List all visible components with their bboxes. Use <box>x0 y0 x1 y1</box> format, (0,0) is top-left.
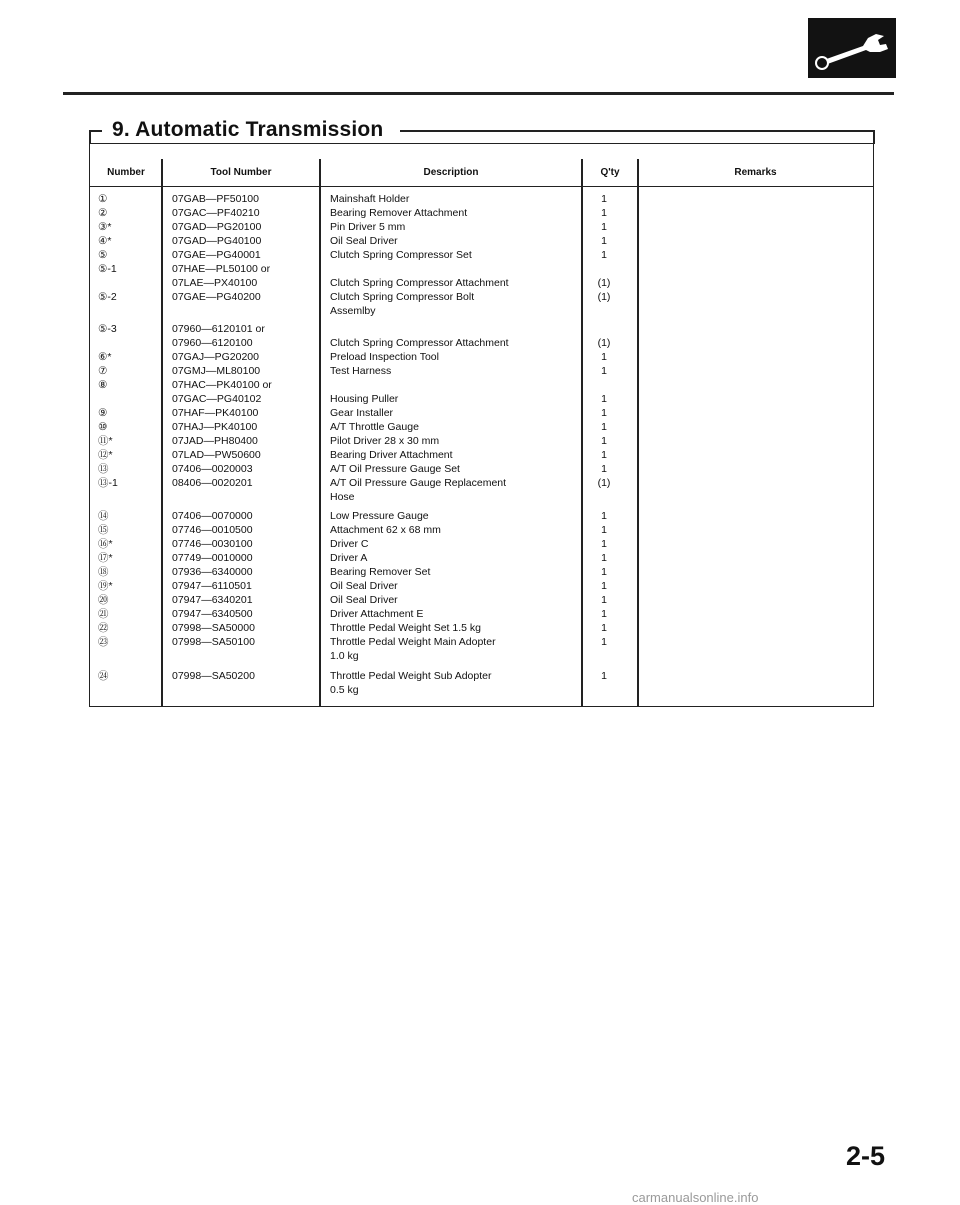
table-row <box>90 207 873 219</box>
row-qty: (1) <box>597 291 611 303</box>
row-number: ⑮ <box>98 524 109 536</box>
row-number: ⑬-1 <box>98 477 118 489</box>
row-qty: 1 <box>601 608 607 620</box>
row-tool-number: 07998—SA50100 <box>172 636 255 648</box>
table-row <box>90 650 873 662</box>
row-qty: (1) <box>597 277 611 289</box>
table-row <box>90 636 873 648</box>
table-row <box>90 566 873 578</box>
row-tool-number: 07960—6120100 <box>172 337 253 349</box>
row-tool-number: 07GAB—PF50100 <box>172 193 259 205</box>
row-tool-number: 07749—0010000 <box>172 552 253 564</box>
header-tool-number: Tool Number <box>210 167 272 178</box>
table-row <box>90 552 873 564</box>
table-row <box>90 580 873 592</box>
row-qty: 1 <box>601 580 607 592</box>
row-tool-number: 07GMJ—ML80100 <box>172 365 261 377</box>
row-description: Clutch Spring Compressor Set <box>330 249 472 261</box>
table-row <box>90 524 873 536</box>
row-qty: 1 <box>601 193 607 205</box>
row-qty: 1 <box>601 407 607 419</box>
row-qty: 1 <box>601 622 607 634</box>
row-qty: 1 <box>601 351 607 363</box>
row-qty: 1 <box>601 221 607 233</box>
row-qty: 1 <box>601 249 607 261</box>
row-number: ⑱ <box>98 566 109 578</box>
row-qty: 1 <box>601 435 607 447</box>
row-description: A/T Throttle Gauge <box>330 421 419 433</box>
row-tool-number: 07LAD—PW50600 <box>172 449 261 461</box>
row-description: Driver A <box>330 552 368 564</box>
row-description: A/T Oil Pressure Gauge Replacement <box>330 477 507 489</box>
table-header <box>90 159 873 187</box>
row-tool-number: 07LAE—PX40100 <box>172 277 258 289</box>
title-bracket-horizontal <box>89 130 102 132</box>
row-qty: (1) <box>597 477 611 489</box>
table-row <box>90 421 873 433</box>
row-qty: 1 <box>601 636 607 648</box>
row-number: ⑤ <box>98 249 108 261</box>
row-description: Oil Seal Driver <box>330 594 398 606</box>
row-tool-number: 07998—SA50000 <box>172 622 255 634</box>
row-qty: 1 <box>601 594 607 606</box>
row-description: Throttle Pedal Weight Set 1.5 kg <box>330 622 481 634</box>
row-tool-number: 07406—0020003 <box>172 463 253 475</box>
row-qty: 1 <box>601 207 607 219</box>
row-description: Oil Seal Driver <box>330 235 398 247</box>
row-number: ⑳ <box>98 594 109 606</box>
row-number: ⑬ <box>98 463 109 475</box>
table-row <box>90 263 873 275</box>
row-number: ⑲* <box>98 580 113 592</box>
row-tool-number: 07947—6340500 <box>172 608 253 620</box>
row-tool-number: 07GAC—PG40102 <box>172 393 262 405</box>
row-number: ⑭ <box>98 510 109 522</box>
row-qty: 1 <box>601 421 607 433</box>
table-row <box>90 608 873 620</box>
row-description: Gear Installer <box>330 407 394 419</box>
row-tool-number: 07746—0010500 <box>172 524 253 536</box>
row-tool-number: 07JAD—PH80400 <box>172 435 258 447</box>
row-description: Low Pressure Gauge <box>330 510 429 522</box>
row-description: A/T Oil Pressure Gauge Set <box>330 463 460 475</box>
row-description: Pilot Driver 28 x 30 mm <box>330 435 440 447</box>
table-row <box>90 491 873 503</box>
row-tool-number: 07998—SA50200 <box>172 670 255 682</box>
table-row <box>90 622 873 634</box>
table-row <box>90 449 873 461</box>
row-number: ⑫* <box>98 449 113 461</box>
row-number: ㉑ <box>98 608 109 620</box>
row-number: ⑨ <box>98 407 108 419</box>
table-row <box>90 393 873 405</box>
row-tool-number: 07HAF—PK40100 <box>172 407 259 419</box>
table-row <box>90 670 873 682</box>
row-tool-number: 07GAJ—PG20200 <box>172 351 259 363</box>
wrench-icon <box>808 18 896 78</box>
row-description: Housing Puller <box>330 393 399 405</box>
header-qty: Q'ty <box>600 167 620 178</box>
row-description: Clutch Spring Compressor Bolt <box>330 291 475 303</box>
table-row <box>90 463 873 475</box>
section-title: 9. Automatic Transmission <box>112 118 389 142</box>
row-description: 0.5 kg <box>330 684 359 696</box>
table-row <box>90 193 873 205</box>
row-tool-number: 07406—0070000 <box>172 510 253 522</box>
title-rule-end <box>873 130 875 144</box>
row-number: ⑯* <box>98 538 113 550</box>
row-description: Throttle Pedal Weight Main Adopter <box>330 636 496 648</box>
row-number: ④* <box>98 235 112 247</box>
table-row <box>90 510 873 522</box>
row-tool-number: 07GAE—PG40001 <box>172 249 261 261</box>
row-description: Clutch Spring Compressor Attachment <box>330 337 509 349</box>
table-row <box>90 435 873 447</box>
row-description: Driver Attachment E <box>330 608 424 620</box>
row-number: ㉓ <box>98 636 109 648</box>
row-tool-number: 07960—6120101 or <box>172 323 265 335</box>
row-tool-number: 07GAE—PG40200 <box>172 291 261 303</box>
table-row <box>90 365 873 377</box>
table-row <box>90 477 873 489</box>
row-description: Hose <box>330 491 355 503</box>
table-row <box>90 594 873 606</box>
row-number: ② <box>98 207 108 219</box>
row-description: Pin Driver 5 mm <box>330 221 406 233</box>
row-tool-number: 07936—6340000 <box>172 566 253 578</box>
table-row <box>90 323 873 335</box>
row-description: Clutch Spring Compressor Attachment <box>330 277 509 289</box>
watermark: carmanualsonline.info <box>632 1190 759 1205</box>
row-tool-number: 08406—0020201 <box>172 477 253 489</box>
row-qty: 1 <box>601 393 607 405</box>
row-number: ⑤-2 <box>98 291 117 303</box>
header-remarks: Remarks <box>734 167 777 178</box>
row-description: Bearing Remover Attachment <box>330 207 468 219</box>
row-tool-number: 07947—6340201 <box>172 594 253 606</box>
table-row <box>90 538 873 550</box>
header-number: Number <box>107 167 145 178</box>
row-description: Attachment 62 x 68 mm <box>330 524 441 536</box>
row-description: Oil Seal Driver <box>330 580 398 592</box>
table-row <box>90 379 873 391</box>
row-number: ⑪* <box>98 435 113 447</box>
row-tool-number: 07HAC—PK40100 or <box>172 379 272 391</box>
row-description: Bearing Remover Set <box>330 566 431 578</box>
table-row <box>90 684 873 696</box>
row-number: ⑥* <box>98 351 112 363</box>
table-row <box>90 249 873 261</box>
row-tool-number: 07947—6110501 <box>172 580 252 592</box>
row-number: ⑧ <box>98 379 108 391</box>
row-qty: 1 <box>601 538 607 550</box>
table-row <box>90 351 873 363</box>
row-tool-number: 07746—0030100 <box>172 538 253 550</box>
row-number: ⑤-3 <box>98 323 117 335</box>
row-number: ⑰* <box>98 552 113 564</box>
header-description: Description <box>423 167 479 178</box>
row-qty: 1 <box>601 449 607 461</box>
table-row <box>90 221 873 233</box>
row-tool-number: 07HAE—PL50100 or <box>172 263 271 275</box>
row-qty: (1) <box>597 337 611 349</box>
row-description: Preload Inspection Tool <box>330 351 439 363</box>
table-row <box>90 407 873 419</box>
row-number: ⑩ <box>98 421 108 433</box>
row-tool-number: 07GAD—PG40100 <box>172 235 262 247</box>
row-description: Mainshaft Holder <box>330 193 410 205</box>
row-qty: 1 <box>601 365 607 377</box>
table-row <box>90 291 873 303</box>
row-qty: 1 <box>601 510 607 522</box>
row-qty: 1 <box>601 524 607 536</box>
row-tool-number: 07HAJ—PK40100 <box>172 421 258 433</box>
row-number: ① <box>98 193 108 205</box>
table-row <box>90 305 873 317</box>
row-number: ㉔ <box>98 670 109 682</box>
row-description: Bearing Driver Attachment <box>330 449 453 461</box>
row-description: Driver C <box>330 538 369 550</box>
row-description: 1.0 kg <box>330 650 359 662</box>
row-qty: 1 <box>601 670 607 682</box>
row-number: ㉒ <box>98 622 109 634</box>
row-description: Throttle Pedal Weight Sub Adopter <box>330 670 492 682</box>
title-rule <box>400 130 874 132</box>
row-number: ⑤-1 <box>98 263 117 275</box>
row-qty: 1 <box>601 566 607 578</box>
row-qty: 1 <box>601 235 607 247</box>
header-rule <box>63 92 894 95</box>
row-number: ⑦ <box>98 365 108 377</box>
page-number: 2-5 <box>846 1141 886 1171</box>
row-qty: 1 <box>601 552 607 564</box>
row-description: Test Harness <box>330 365 392 377</box>
table-row <box>90 337 873 349</box>
table-row <box>90 235 873 247</box>
row-tool-number: 07GAC—PF40210 <box>172 207 260 219</box>
row-description: Assemlby <box>330 305 376 317</box>
row-number: ③* <box>98 221 112 233</box>
row-qty: 1 <box>601 463 607 475</box>
row-tool-number: 07GAD—PG20100 <box>172 221 262 233</box>
title-bracket-vertical <box>89 130 91 144</box>
table-row <box>90 277 873 289</box>
